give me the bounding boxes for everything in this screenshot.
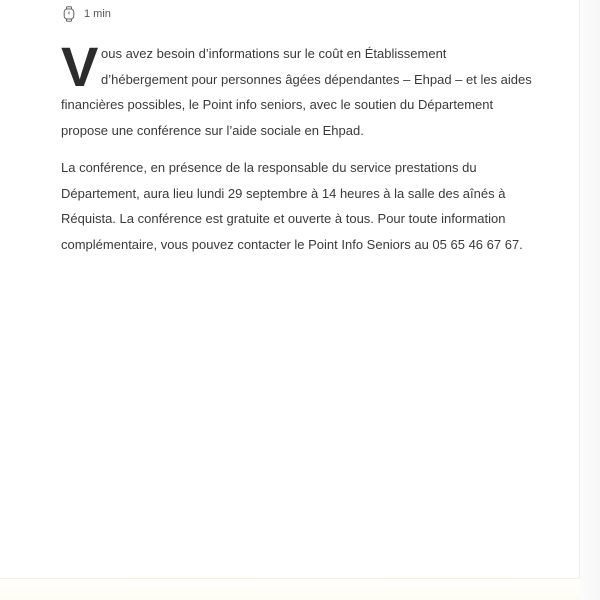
paragraph-line: d’hébergement pour personnes âgées dépendantes – Ehpad – et les aides [101, 71, 532, 87]
reading-time-label: 1 min [84, 8, 111, 20]
paragraph-line: La conférence, en présence de la responsable du service prestations du [61, 160, 477, 175]
paragraph-line: Réquista. La conférence est gratuite et ouverte à tous. Pour toute information [61, 211, 506, 226]
paragraph-line: complémentaire, vous pouvez contacter le Point Info Seniors au 05 65 46 67 67. [61, 236, 523, 252]
scan-bottom-tint [0, 578, 580, 600]
paragraph-line: ous avez besoin d’informations sur le coût en Établissement [101, 46, 447, 61]
paragraph-line: financières possibles, le Point info seniors, avec le soutien du Département [61, 97, 494, 112]
reading-time [63, 6, 111, 22]
scan-page-edge [579, 0, 600, 600]
paragraph-line: propose une conférence sur l’aide sociale en Ehpad. [61, 122, 364, 138]
stopwatch-icon [63, 6, 75, 22]
intro-paragraph [61, 35, 551, 143]
drop-cap: V [61, 35, 99, 98]
scan-bottom-line [0, 578, 580, 579]
article-body [61, 35, 551, 257]
paragraph-line: Département, aura lieu lundi 29 septembre à 14 heures à la salle des aînés à [61, 185, 506, 201]
details-paragraph [61, 155, 551, 257]
